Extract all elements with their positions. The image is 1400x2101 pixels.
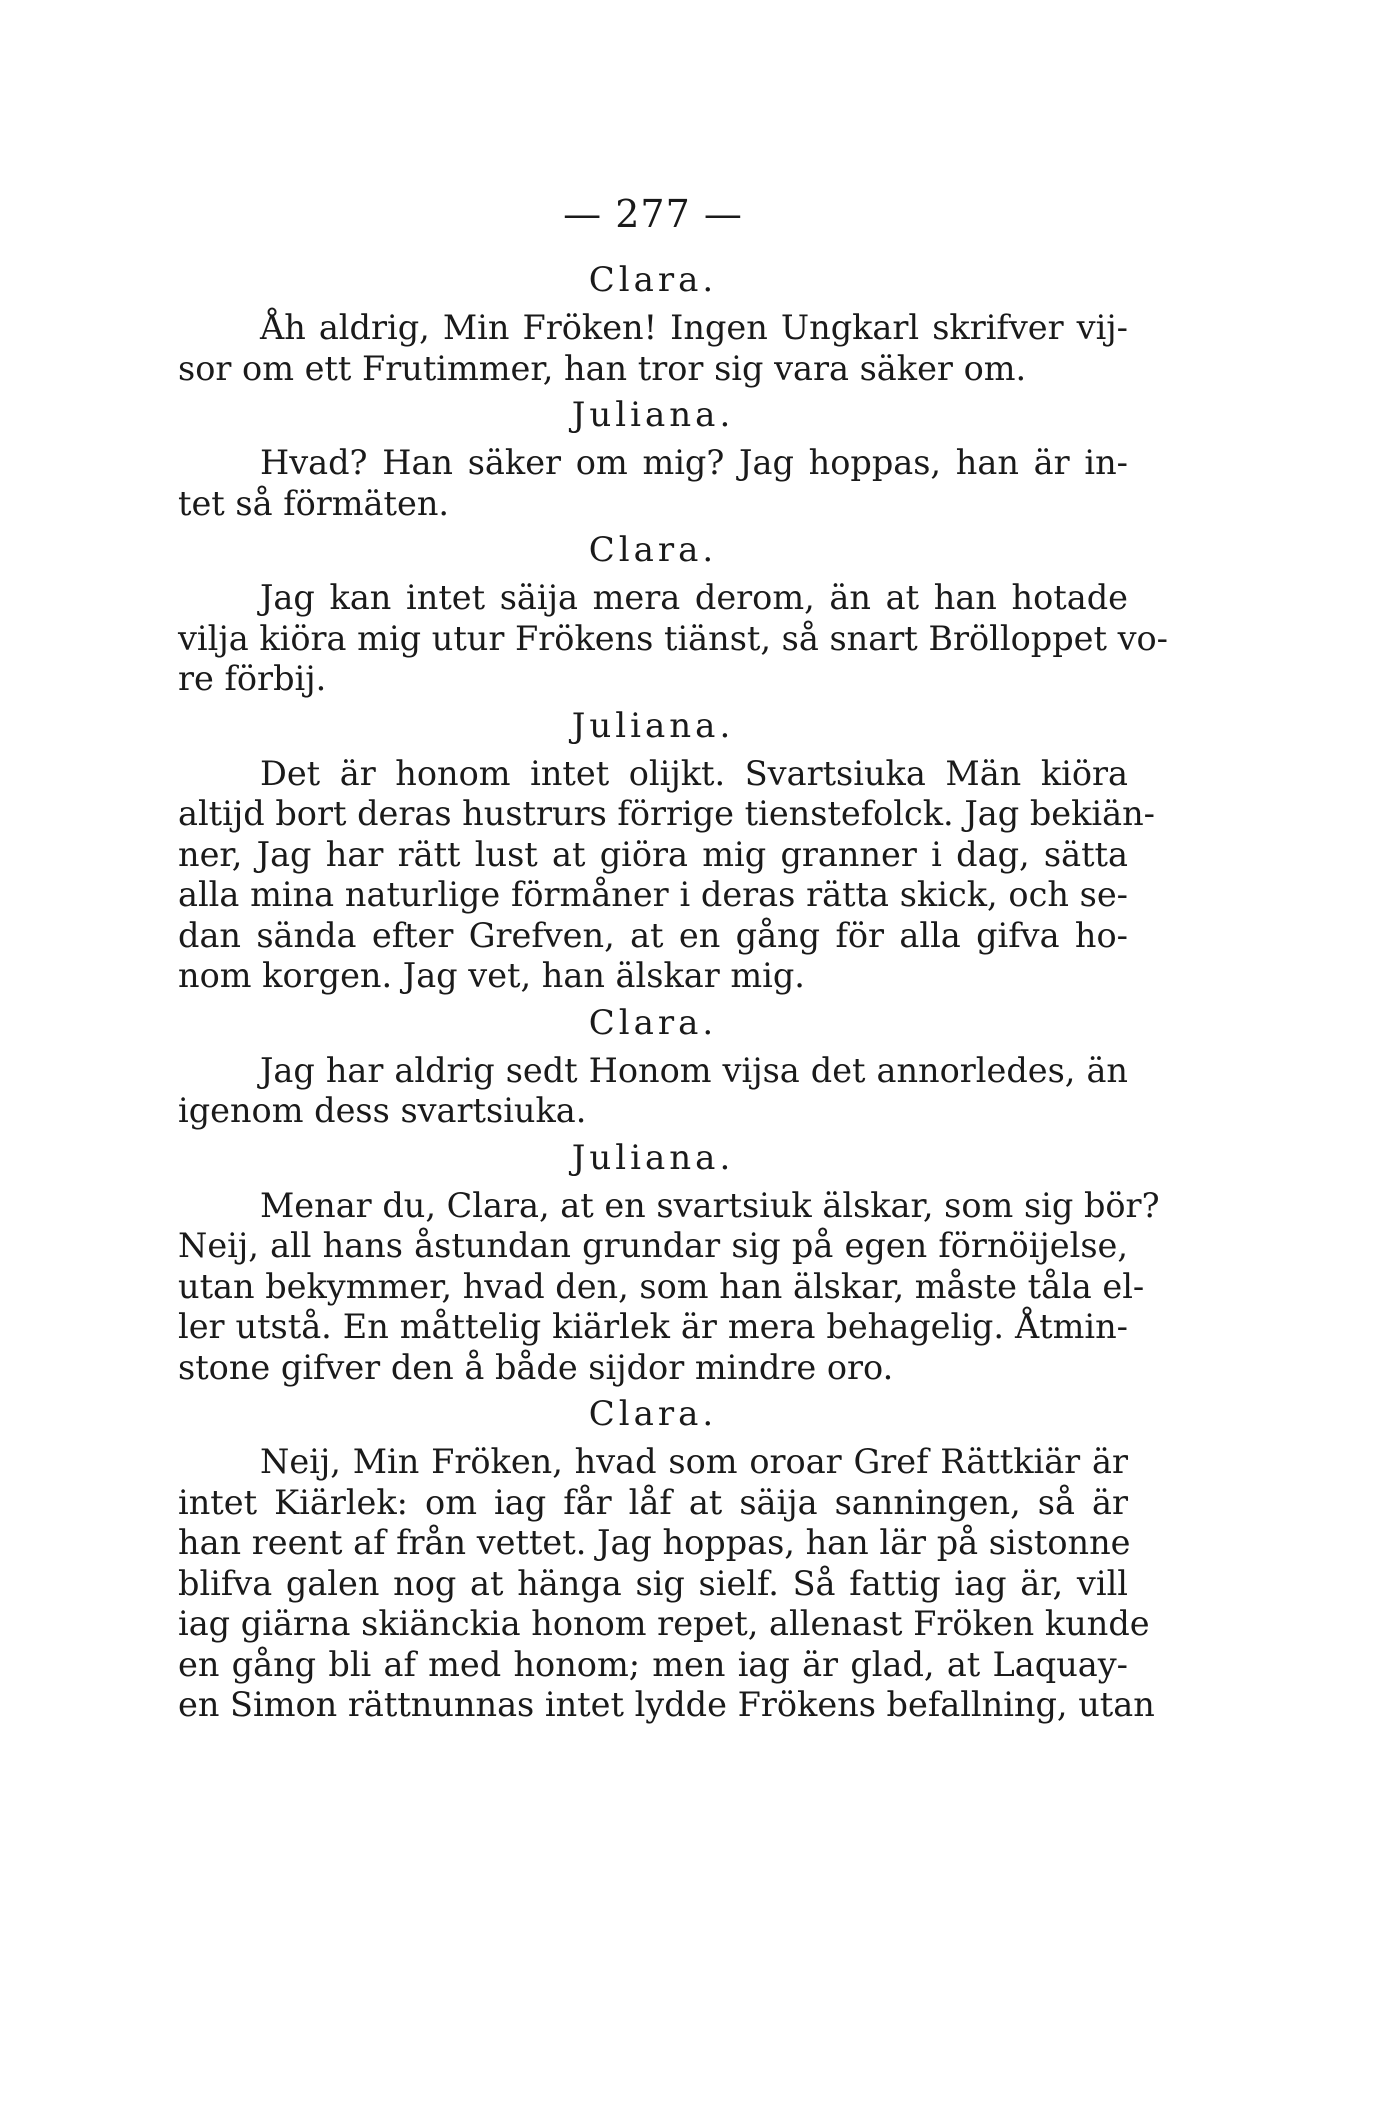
text-line: sor om ett Frutimmer, han tror sig vara säker om. [178, 348, 1027, 388]
text-line: intet Kiärlek: om iag får låf at säija sanningen, så är [178, 1482, 1128, 1522]
text-line: alla mina naturlige förmåner i deras rätta skick, och se- [178, 875, 1128, 914]
speech-text [178, 753, 1155, 997]
text-line: nom korgen. Jag vet, han älskar mig. [178, 956, 805, 995]
speaker-name: Juliana. [571, 1137, 735, 1178]
text-line: Hvad? Han säker om mig? Jag hoppas, han är in- [260, 443, 1128, 482]
text-line: Jag har aldrig sedt Honom vijsa det annorledes, än [260, 1050, 1128, 1090]
speech-text [178, 443, 1128, 524]
speech-text [178, 308, 1128, 389]
text-line: utan bekymmer, hvad den, som han älskar, måste tåla el- [178, 1266, 1145, 1306]
text-line: ner, Jag har rätt lust at giöra mig granner i dag, sätta [178, 834, 1128, 874]
book-page [178, 190, 1168, 1730]
text-line: Det är honom intet olijkt. Svartsiuka Män kiöra [260, 753, 1128, 793]
speaker-name: Clara. [588, 260, 718, 300]
text-line: Neij, Min Fröken, hvad som oroar Gref Rättkiär är [260, 1442, 1128, 1481]
dialogue-block-6 [178, 1136, 1160, 1389]
text-line: dan sända efter Grefven, at en gång för alla gifva ho- [178, 915, 1128, 955]
text-line: stone gifver den å både sijdor mindre oro. [178, 1347, 894, 1387]
speaker-name: Juliana. [571, 705, 735, 746]
speech-text [178, 1442, 1155, 1726]
page-number: — 277 — [563, 192, 743, 236]
text-line: en Simon rättnunnas intet lydde Frökens befallning, utan [178, 1685, 1155, 1724]
dialogue-block-1 [178, 258, 1128, 389]
speaker-name: Clara. [588, 1394, 718, 1434]
dialogue-block-4 [178, 704, 1155, 997]
text-line: Neij, all hans åstundan grundar sig på egen förnöijelse, [178, 1226, 1128, 1265]
speech-text [178, 1185, 1160, 1389]
text-line: en gång bli af med honom; men iag är glad, at Laquay- [178, 1644, 1128, 1684]
dialogue-block-5 [178, 1001, 1128, 1132]
speaker-name: Clara. [588, 1002, 718, 1043]
dialogue-block-2 [178, 393, 1128, 524]
text-line: vilja kiöra mig utur Frökens tiänst, så snart Brölloppet vo- [178, 618, 1168, 658]
speech-text [178, 578, 1168, 700]
speaker-name: Juliana. [571, 395, 735, 435]
text-line: ler utstå. En måttelig kiärlek är mera behagelig. Åtmin- [178, 1307, 1128, 1346]
text-line: Åh aldrig, Min Fröken! Ingen Ungkarl skrifver vij- [260, 308, 1128, 347]
text-line: tet så förmäten. [178, 483, 450, 523]
text-line: blifva galen nog at hänga sig sielf. Så fattig iag är, vill [178, 1563, 1128, 1603]
dialogue-block-3 [178, 528, 1168, 700]
text-line: Jag kan intet säija mera derom, än at han hotade [260, 578, 1128, 617]
speech-text [178, 1051, 1128, 1132]
text-line: Menar du, Clara, at en svartsiuk älskar, som sig bör? [260, 1185, 1160, 1225]
text-line: re förbij. [178, 659, 327, 698]
text-line: altijd bort deras hustrurs förrige tienstefolck. Jag bekiän- [178, 794, 1155, 833]
dialogue-block-7 [178, 1392, 1155, 1726]
speaker-name: Clara. [588, 530, 718, 570]
text-line: han reent af från vettet. Jag hoppas, han lär på sistonne [178, 1523, 1131, 1562]
text-line: igenom dess svartsiuka. [178, 1091, 587, 1130]
text-line: iag giärna skiänckia honom repet, allenast Fröken kunde [178, 1604, 1150, 1643]
